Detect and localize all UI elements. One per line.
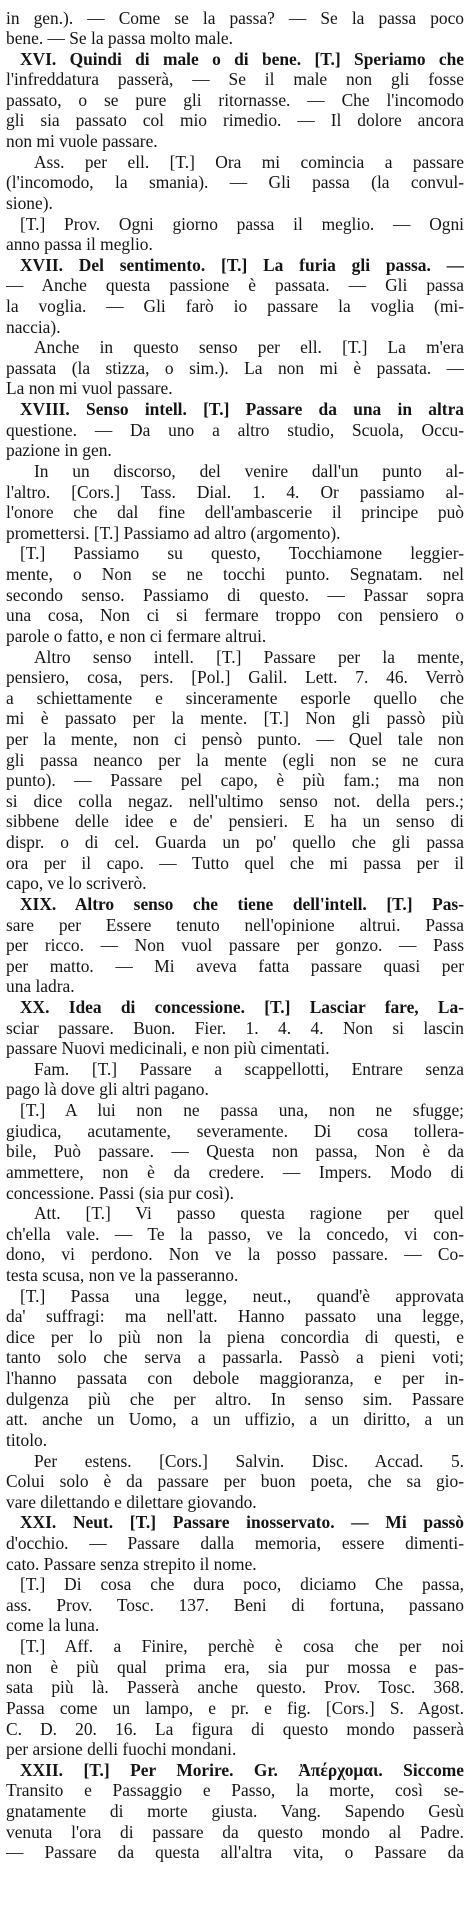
text-line: gli sia passato col mio rimedio. — Il dolore ancora (6, 110, 464, 130)
text-line: l'altro. [Cors.] Tass. Dial. 1. 4. Or passiamo al- (6, 482, 464, 502)
text-line: bile, Può passare. — Questa non passa, Non è da (6, 1141, 464, 1161)
text-line: anno passa il meglio. (6, 234, 153, 254)
text-line: mente, o Non se ne tocchi punto. Segnatam. nel (6, 564, 464, 584)
text-line: [T.] A lui non ne passa una, non ne sfugge; (20, 1100, 464, 1120)
text-line: mi è passato per la mente. [T.] Non gli passò più (6, 708, 464, 728)
text-line: parole o fatto, e non ci fermare altrui. (6, 626, 267, 646)
text-line: per la mente, non ci pensò punto. — Quel tale non (6, 729, 464, 749)
text-line: l'hanno passata con debole maggioranza, e per in- (6, 1368, 464, 1388)
text-line: [T.] Passiamo su questo, Tocchiamone leggier- (20, 543, 464, 563)
text-line: una ladra. (6, 976, 75, 996)
text-line: Per estens. [Cors.] Salvin. Disc. Accad. 5. (34, 1451, 464, 1471)
text-line: pazione in gen. (6, 440, 112, 460)
text-line: Transito e Passaggio e Passo, la morte, così se- (6, 1780, 464, 1800)
section-heading-xx: XX. Idea di concessione. [T.] Lasciar fare, La- (20, 997, 464, 1017)
text-line: sare per Essere tenuto nell'opinione altrui. Passa (6, 915, 464, 935)
text-line: passato, o se pure gli ritornasse. — Che l'incomodo (6, 90, 464, 110)
text-line: In un discorso, del venire dall'un punto al- (34, 461, 464, 481)
text-line: (l'incomodo, la smania). — Gli passa (la convul- (6, 172, 464, 192)
text-line: [T.] Di cosa che dura poco, diciamo Che passa, (20, 1574, 464, 1594)
section-heading-xviii: XVIII. Senso intell. [T.] Passare da una in altra (20, 399, 464, 419)
text-line: una cosa, Non ci si fermare troppo con pensiero o (6, 605, 464, 625)
text-line: capo, ve lo scriverò. (6, 873, 147, 893)
text-line: [T.] Prov. Ogni giorno passa il meglio. — Ogni (20, 214, 464, 234)
text-line: Att. [T.] Vi passo questa ragione per quel (34, 1203, 464, 1223)
text-line: ch'ella vale. — Te la passo, ve la concedo, vi con- (6, 1224, 464, 1244)
text-line: per arsione delli fuochi mondani. (6, 1739, 237, 1759)
text-line: a schiettamente e sinceramente esporle quello che (6, 688, 464, 708)
text-line: giudica, acutamente, severamente. Di cosa tollera- (6, 1121, 464, 1141)
text-line: l'infreddatura passerà, — Se il male non gli fosse (6, 69, 464, 89)
text-line: da' suffragi: ma nell'att. Hanno passato una legge, (6, 1306, 464, 1326)
text-line: dono, vi perdono. Non ve la posso passare. — Co- (6, 1244, 464, 1264)
text-line: tanto solo che serva a passarla. Passò a pieni voti; (6, 1347, 464, 1367)
text-line: per matto. — Mi aveva fatta passare quasi per (6, 956, 464, 976)
text-line: ammettere, non è da credere. — Impers. Modo di (6, 1162, 464, 1182)
text-line: sata più là. Passerà anche questo. Prov. Tosc. 368. (6, 1677, 464, 1697)
text-line: la voglia. — Gli farò io passare la voglia (mi- (6, 296, 464, 316)
text-line: titolo. (6, 1430, 48, 1450)
text-line: concessione. Passi (sia pur così). (6, 1183, 234, 1203)
text-line: Passa come un lampo, e pr. e fig. [Cors.] S. Agost. (6, 1698, 464, 1718)
text-line: La non mi vuol passare. (6, 378, 173, 398)
text-line: Colui solo è da passare per buon poeta, che sa gio- (6, 1471, 464, 1491)
text-line: Fam. [T.] Passare a scappellotti, Entrare senza (34, 1059, 464, 1079)
text-line: gli passa neanco per la mente (egli non se ne cura (6, 750, 464, 770)
text-line: vare dilettando e dilettare giovando. (6, 1492, 257, 1512)
text-line: — Passare da questa all'altra vita, o Passare da (6, 1842, 464, 1862)
text-line: dulgenza più che per altro. In senso sim. Passare (6, 1389, 464, 1409)
text-line: come la luna. (6, 1615, 100, 1635)
text-line: pago là dove gli altri pagano. (6, 1079, 209, 1099)
text-line: C. D. 20. 16. La figura di questo mondo passerà (6, 1719, 464, 1739)
text-line: secondo senso. Passiamo di questo. — Passar sopra (6, 585, 464, 605)
text-line: punto). — Passare pel capo, è più fam.; ma non (6, 770, 464, 790)
text-line: non è più qual prima era, sia pur mossa e pas- (6, 1657, 464, 1677)
text-line: dispr. o di cel. Guarda un po' quello che gli passa (6, 832, 464, 852)
text-line: Altro senso intell. [T.] Passare per la mente, (34, 647, 464, 667)
text-line: d'occhio. — Passare dalla memoria, essere dimenti- (6, 1533, 464, 1553)
text-line: non mi vuole passare. (6, 131, 158, 151)
text-line: sciar passare. Buon. Fier. 1. 4. 4. Non si lascin (6, 1018, 464, 1038)
text-line: in gen.). — Come se la passa? — Se la passa poco (6, 8, 464, 28)
text-line: Anche in questo senso per ell. [T.] La m'era (34, 337, 464, 357)
text-line: passare Nuovi medicinali, e non più cimentati. (6, 1038, 330, 1058)
text-line: bene. — Se la passa molto male. (6, 28, 233, 48)
text-line: cato. Passare senza strepito il nome. (6, 1554, 257, 1574)
text-line: [T.] Passa una legge, neut., quand'è approvata (20, 1286, 464, 1306)
text-line: sione). (6, 193, 53, 213)
text-line: — Anche questa passione è passata. — Gli passa (6, 275, 464, 295)
text-line: ora per il capo. — Tutto quel che mi passa per il (6, 853, 464, 873)
text-line: naccia). (6, 317, 61, 337)
text-line: questione. — Da uno a altro studio, Scuola, Occu- (6, 420, 464, 440)
text-line: [T.] Aff. a Finire, perchè è cosa che per noi (20, 1636, 464, 1656)
text-line: sibbene delle idee e de' pensieri. E ha un senso di (6, 811, 464, 831)
text-line: pensiero, cosa, pers. [Pol.] Galil. Lett. 7. 46. Verrò (6, 667, 464, 687)
section-heading-xxi: XXI. Neut. [T.] Passare inosservato. — Mi passò (20, 1512, 464, 1532)
text-line: passata (la stizza, o sim.). La non mi è passata. — (6, 358, 464, 378)
section-heading-xvii: XVII. Del sentimento. [T.] La furia gli passa. — (20, 255, 464, 275)
section-heading-xix: XIX. Altro senso che tiene dell'intell. [T.] Pas- (20, 894, 464, 914)
text-line: promettersi. [T.] Passiamo ad altro (argomento). (6, 523, 341, 543)
text-line: ass. Prov. Tosc. 137. Beni di fortuna, passano (6, 1595, 464, 1615)
text-line: per ricco. — Non vuol passare per gonzo. — Pass (6, 935, 464, 955)
text-line: dice per lo più non la piena concordia di questi, e (6, 1327, 464, 1347)
text-line: Ass. per ell. [T.] Ora mi comincia a passare (34, 152, 464, 172)
text-line: venuta l'ora di passare da questo mondo al Padre. (6, 1822, 464, 1842)
section-heading-xvi: XVI. Quindi di male o di bene. [T.] Speriamo che (20, 49, 464, 69)
text-line: gnatamente di morte giusta. Vang. Sapendo Gesù (6, 1801, 464, 1821)
text-line: l'onore che dal fine dell'ambascerie il principe può (6, 502, 464, 522)
text-line: att. anche un Uomo, a un uffizio, a un diritto, a un (6, 1409, 464, 1429)
text-line: si dice colla negaz. nell'ultimo senso not. della pers.; (6, 791, 464, 811)
section-heading-xxii: XXII. [T.] Per Morire. Gr. Ἀπέρχομαι. Siccome (20, 1760, 464, 1780)
text-line: testa scusa, non ve la passeranno. (6, 1265, 239, 1285)
